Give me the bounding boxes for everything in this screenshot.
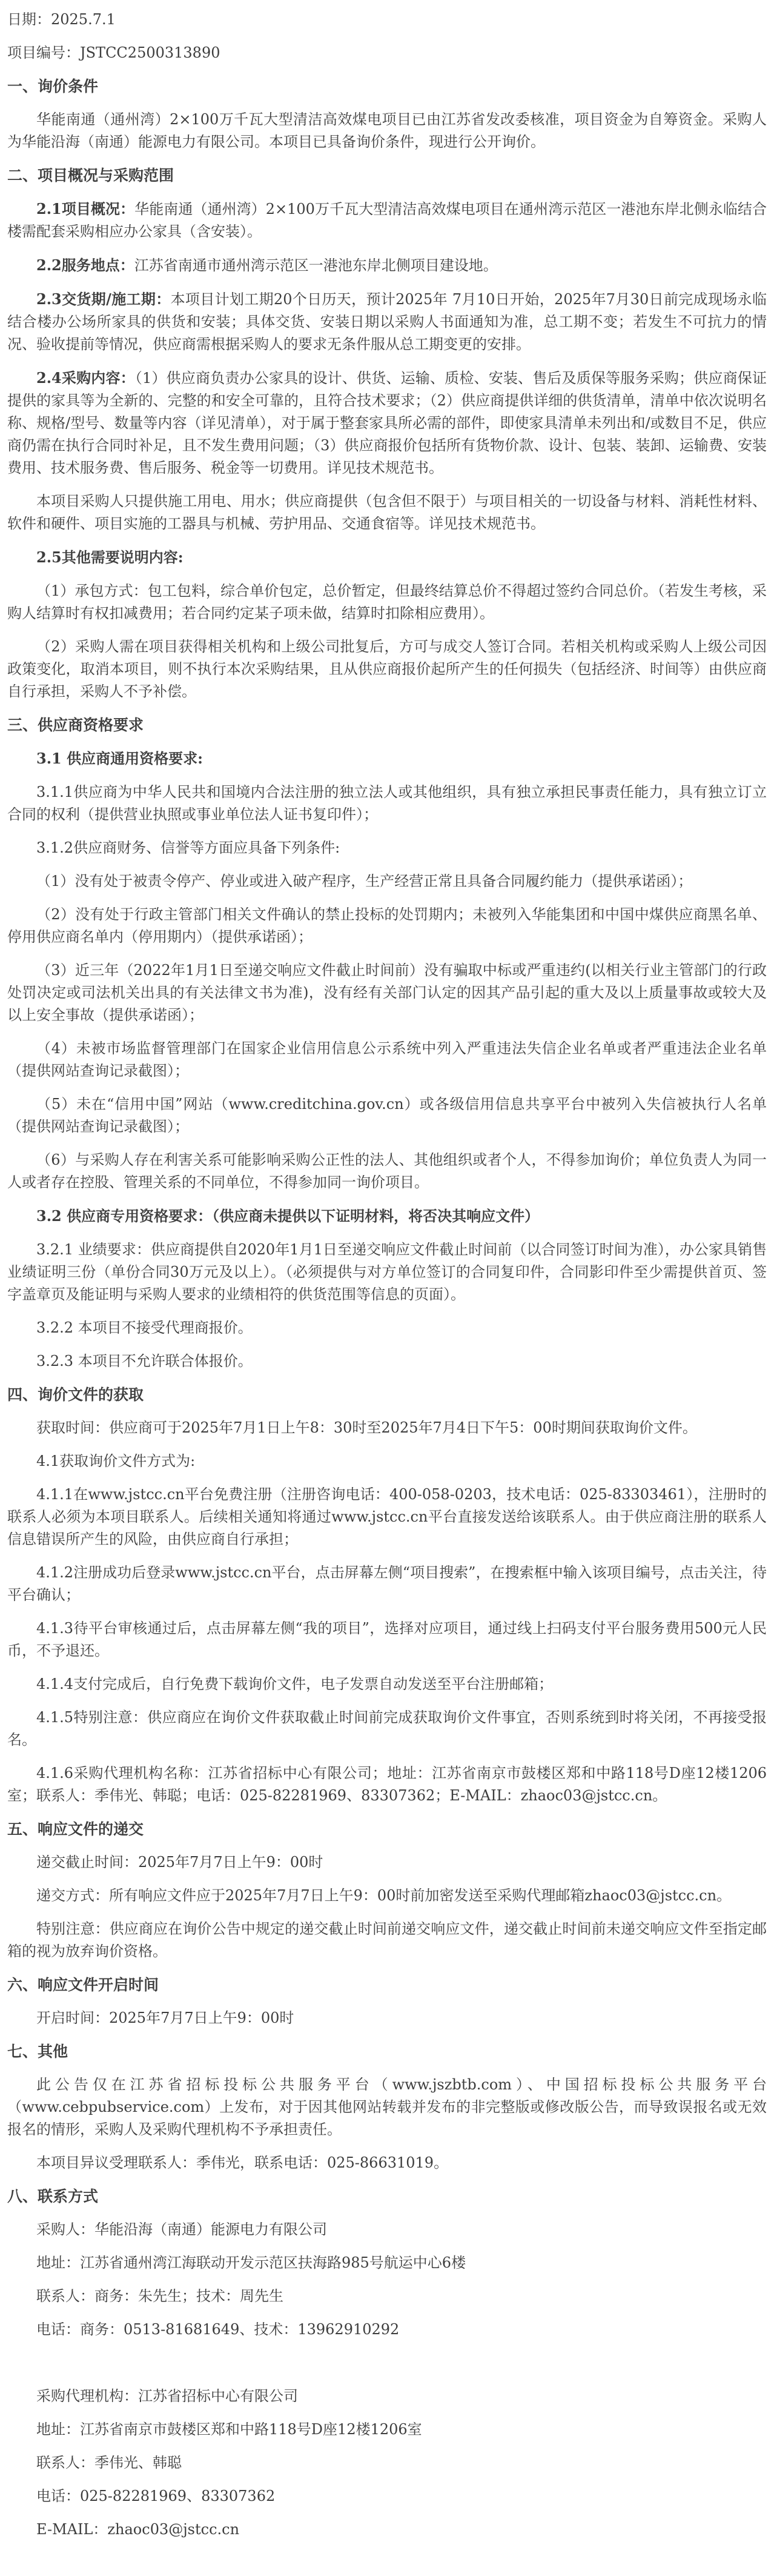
paragraph-text: 日期：2025.7.1 <box>7 11 116 28</box>
paragraph-text: 地址：江苏省南京市鼓楼区郑和中路118号D座12楼1206室 <box>36 2421 422 2438</box>
paragraph-55 <box>7 2518 767 2541</box>
paragraph-text: 华能南通（通州湾）2×100万千瓦大型清洁高效煤电项目已由江苏省发改委核准，项目资金为自筹资金。采购人为华能沿海（南通）能源电力有限公司。本项目已具备询价条件，现进行公开询价。 <box>7 111 767 150</box>
paragraph-26 <box>7 1350 767 1373</box>
paragraph-text: 4.1.5特别注意：供应商应在询价文件获取截止时间前完成获取询价文件事宜，否则系统到时将关闭，不再接受报名。 <box>7 1709 767 1748</box>
paragraph-28 <box>7 1417 767 1439</box>
paragraph-text: 项目编号：JSTCC2500313890 <box>7 44 220 61</box>
paragraph-text: E-MAIL：zhaoc03@jstcc.cn <box>36 2521 240 2538</box>
paragraph-7 <box>7 288 767 356</box>
paragraph-text: （6）与采购人存在利害关系可能影响采购公正性的法人、其他组织或者个人，不得参加询价；单位负责人为同一人或者存在控股、管理关系的不同单位，不得参加同一询价项目。 <box>7 1151 767 1191</box>
paragraph-text: 江苏省南通市通州湾示范区一港池东岸北侧项目建设地。 <box>134 257 498 274</box>
paragraph-text: 采购人：华能沿海（南通）能源电力有限公司 <box>36 2221 327 2238</box>
paragraph-30 <box>7 1483 767 1551</box>
paragraph-37 <box>7 1851 767 1874</box>
paragraph-44 <box>7 2152 767 2174</box>
paragraph-12 <box>7 636 767 703</box>
paragraph-text: 采购代理机构：江苏省招标中心有限公司 <box>36 2388 298 2405</box>
meta-line-0 <box>7 8 767 31</box>
paragraph-43 <box>7 2074 767 2141</box>
paragraph-19 <box>7 959 767 1027</box>
paragraph-label: 2.1项目概况： <box>36 200 135 218</box>
paragraph-text: 此公告仅在江苏省招标投标公共服务平台（www.jszbtb.com）、中国招标投标公共服务平台（www.cebpubservice.com）上发布，对于因其他网站转载并发布的非完整版或修改版公告，而导致误报名或无效报名的情形，采购人及采购代理机构不予承担责任。 <box>7 2076 767 2138</box>
paragraph-6 <box>7 254 767 277</box>
paragraph-16 <box>7 837 767 859</box>
paragraph-15 <box>7 781 767 826</box>
paragraph-text: （2）没有处于行政主管部门相关文件确认的禁止投标的处罚期内；未被列入华能集团和中国中煤供应商黑名单、停用供应商名单内（停用期内）（提供承诺函）； <box>7 906 767 945</box>
paragraph-53 <box>7 2452 767 2474</box>
paragraph-text: （4）未被市场监督管理部门在国家企业信用信息公示系统中列入严重违法失信企业名单或者严重违法企业名单（提供网站查询记录截图）； <box>7 1040 767 1079</box>
section-heading-4: 二、项目概况与采购范围 <box>7 167 174 184</box>
paragraph-text: （5）未在“信用中国”网站（www.creditchina.gov.cn）或各级信用信息共享平台中被列入失信被执行人名单（提供网站查询记录截图）； <box>7 1096 767 1135</box>
paragraph-20 <box>7 1037 767 1082</box>
paragraph-38 <box>7 1885 767 1907</box>
paragraph-47 <box>7 2252 767 2274</box>
paragraph-label: 2.2服务地点： <box>36 256 134 274</box>
paragraph-17 <box>7 870 767 893</box>
paragraph-text: 4.1.2注册成功后登录www.jstcc.cn平台，点击屏幕左侧“项目搜索”，在搜索框中输入该项目编号，点击关注，待平台确认； <box>7 1564 767 1603</box>
paragraph-text: 电话：025-82281969、83307362 <box>36 2488 276 2504</box>
paragraph-text: 递交截止时间：2025年7月7日上午9：00时 <box>36 1854 323 1871</box>
paragraph-34 <box>7 1706 767 1751</box>
paragraph-32 <box>7 1617 767 1662</box>
paragraph-3 <box>7 108 767 153</box>
paragraph-text: 4.1.4支付完成后，自行免费下载询价文件，电子发票自动发送至平台注册邮箱； <box>36 1676 554 1692</box>
paragraph-text: 获取时间：供应商可于2025年7月1日上午8：30时至2025年7月4日下午5：00时期间获取询价文件。 <box>36 1419 697 1436</box>
document-body <box>7 8 767 2541</box>
paragraph-text: 本项目采购人只提供施工用电、用水；供应商提供（包含但不限于）与项目相关的一切设备与材料、消耗性材料、软件和硬件、项目实施的工器具与机械、劳护用品、交通食宿等。详见技术规范书。 <box>7 493 767 532</box>
paragraph-text: 本项目计划工期20个日历天，预计2025年 7月10日开始，2025年7月30日前完成现场永临结合楼办公场所家具的供货和安装；具体交货、安装日期以采购人书面通知为准，总工期不变；若发生不可抗力的情况、验收提前等情况，供应商需根据采购人的要求无条件服从总工期变更的安排。 <box>7 291 767 353</box>
paragraph-text: （1）没有处于被责令停产、停业或进入破产程序，生产经营正常且具备合同履约能力（提供承诺函）； <box>36 873 693 890</box>
paragraph-8 <box>7 367 767 479</box>
paragraph-text: 华能南通（通州湾）2×100万千瓦大型清洁高效煤电项目在通州湾示范区一港池东岸北侧永临结合楼需配套采购相应办公家具（含安装）。 <box>7 201 767 240</box>
paragraph-18 <box>7 904 767 948</box>
section-heading-2: 一、询价条件 <box>7 78 99 95</box>
paragraph-label: 3.1 供应商通用资格要求: <box>36 750 203 767</box>
paragraph-text: （3）近三年（2022年1月1日至递交响应文件截止时间前）没有骗取中标或严重违约(以相关行业主管部门的行政处罚决定或司法机关出具的有关法律文书为准)，没有经有关部门认定的因其产品引起的重大及以上质量事故或较大及以上安全事故（提供承诺函）； <box>7 962 767 1023</box>
paragraph-22 <box>7 1149 767 1194</box>
section-heading-42: 七、其他 <box>7 2043 68 2060</box>
paragraph-10 <box>7 546 767 569</box>
section-heading-45: 八、联系方式 <box>7 2188 99 2205</box>
paragraph-text: （1）供应商负责办公家具的设计、供货、运输、质检、安装、售后及质保等服务采购；供应商保证提供的家具等为全新的、完整的和安全可靠的，且符合技术要求；（2）供应商提供详细的供货清单，清单中依次说明名称、规格/型号、数量等内容（详见清单），对于属于整套家具所必需的部件，即使家具清单未列出和/或数目不足，供应商仍需在执行合同时补足，且不发生费用问题；（3）供应商报价包括所有货物价款、设计、包装、装卸、运输费、安装费用、技术服务费、售后服务、税金等一切费用。详见技术规范书。 <box>7 370 767 476</box>
paragraph-text: 地址：江苏省通州湾江海联动开发示范区扶海路985号航运中心6楼 <box>36 2254 466 2271</box>
paragraph-label: 3.2 供应商专用资格要求：（供应商未提供以下证明材料，将否决其响应文件） <box>36 1207 540 1225</box>
paragraph-54 <box>7 2485 767 2508</box>
paragraph-text: 4.1.1在www.jstcc.cn平台免费注册（注册咨询电话：400-058-0203，技术电话：025-83303461），注册时的联系人必须为本项目联系人。后续相关通知将通过www.jstcc.cn平台直接发送给该联系人。由于供应商注册的联系人信息错误所产生的风险，由供应商自行承担； <box>7 1486 767 1548</box>
paragraph-text: 本项目异议受理联系人：季伟光，联系电话：025-86631019。 <box>36 2154 449 2171</box>
paragraph-text: 4.1.6采购代理机构名称：江苏省招标中心有限公司；地址：江苏省南京市鼓楼区郑和中路118号D座12楼1206室；联系人：季伟光、韩聪；电话：025-82281969、83307362；E-MAIL：zhaoc03@jstcc.cn。 <box>7 1765 767 1804</box>
paragraph-text: 开启时间：2025年7月7日上午9：00时 <box>36 2009 294 2026</box>
paragraph-14 <box>7 747 767 770</box>
paragraph-label: 2.5其他需要说明内容: <box>36 548 184 566</box>
section-heading-36: 五、响应文件的递交 <box>7 1820 144 1838</box>
meta-line-1 <box>7 42 767 64</box>
paragraph-51 <box>7 2385 767 2408</box>
paragraph-33 <box>7 1673 767 1696</box>
paragraph-9 <box>7 490 767 535</box>
paragraph-label: 2.3交货期/施工期： <box>36 290 171 308</box>
section-heading-13: 三、供应商资格要求 <box>7 716 144 734</box>
paragraph-text: 4.1获取询价文件方式为: <box>36 1453 196 1469</box>
paragraph-text: 3.2.1 业绩要求：供应商提供自2020年1月1日至递交响应文件截止时间前（以合同签订时间为准），办公家具销售业绩证明三份（单份合同30万元及以上）。（必须提供与对方单位签订的合同复印件，合同影印件至少需提供首页、签字盖章页及能证明与采购人要求的业绩相符的供货范围等信息的页面）。 <box>7 1241 767 1303</box>
paragraph-text: 联系人：季伟光、韩聪 <box>36 2454 182 2471</box>
paragraph-46 <box>7 2218 767 2241</box>
paragraph-41 <box>7 2007 767 2029</box>
section-heading-27: 四、询价文件的获取 <box>7 1386 144 1403</box>
paragraph-text: （1）承包方式：包工包料，综合单价包定，总价暂定，但最终结算总价不得超过签约合同总价。（若发生考核，采购人结算时有权扣减费用；若合同约定某子项未做，结算时扣除相应费用）。 <box>7 582 767 622</box>
paragraph-text: 递交方式：所有响应文件应于2025年7月7日上午9：00时前加密发送至采购代理邮箱zhaoc03@jstcc.cn。 <box>36 1887 732 1904</box>
paragraph-49 <box>7 2318 767 2341</box>
paragraph-label: 2.4采购内容： <box>36 369 135 387</box>
paragraph-25 <box>7 1317 767 1339</box>
paragraph-text: 3.1.1供应商为中华人民共和国境内合法注册的独立法人或其他组织，具有独立承担民事责任能力，具有独立订立合同的权利（提供营业执照或事业单位法人证书复印件）； <box>7 784 767 823</box>
paragraph-24 <box>7 1239 767 1306</box>
paragraph-21 <box>7 1093 767 1138</box>
paragraph-text: 3.2.2 本项目不接受代理商报价。 <box>36 1319 253 1336</box>
paragraph-text: 3.2.3 本项目不允许联合体报价。 <box>36 1353 253 1370</box>
paragraph-text: 3.1.2供应商财务、信誉等方面应具备下列条件: <box>36 839 340 856</box>
paragraph-23 <box>7 1205 767 1228</box>
paragraph-39 <box>7 1918 767 1963</box>
paragraph-29 <box>7 1450 767 1473</box>
paragraph-text: （2）采购人需在项目获得相关机构和上级公司批复后，方可与成交人签订合同。若相关机构或采购人上级公司因政策变化，取消本项目，则不执行本次采购结果，且从供应商报价起所产生的任何损失（包括经济、时间等）由供应商自行承担，采购人不予补偿。 <box>7 638 767 700</box>
paragraph-11 <box>7 580 767 625</box>
paragraph-text: 4.1.3待平台审核通过后，点击屏幕左侧“我的项目”，选择对应项目，通过线上扫码支付平台服务费用500元人民币，不予退还。 <box>7 1620 767 1659</box>
paragraph-text: 联系人：商务：朱先生；技术：周先生 <box>36 2288 283 2305</box>
section-heading-40: 六、响应文件开启时间 <box>7 1976 159 1994</box>
paragraph-35 <box>7 1762 767 1807</box>
paragraph-5 <box>7 198 767 243</box>
paragraph-48 <box>7 2285 767 2308</box>
paragraph-spacer <box>7 2352 767 2385</box>
paragraph-31 <box>7 1562 767 1606</box>
paragraph-text: 特别注意：供应商应在询价公告中规定的递交截止时间前递交响应文件，递交截止时间前未递交响应文件至指定邮箱的视为放弃询价资格。 <box>7 1920 767 1960</box>
paragraph-52 <box>7 2418 767 2441</box>
paragraph-text: 电话：商务：0513-81681649、技术：13962910292 <box>36 2321 400 2338</box>
